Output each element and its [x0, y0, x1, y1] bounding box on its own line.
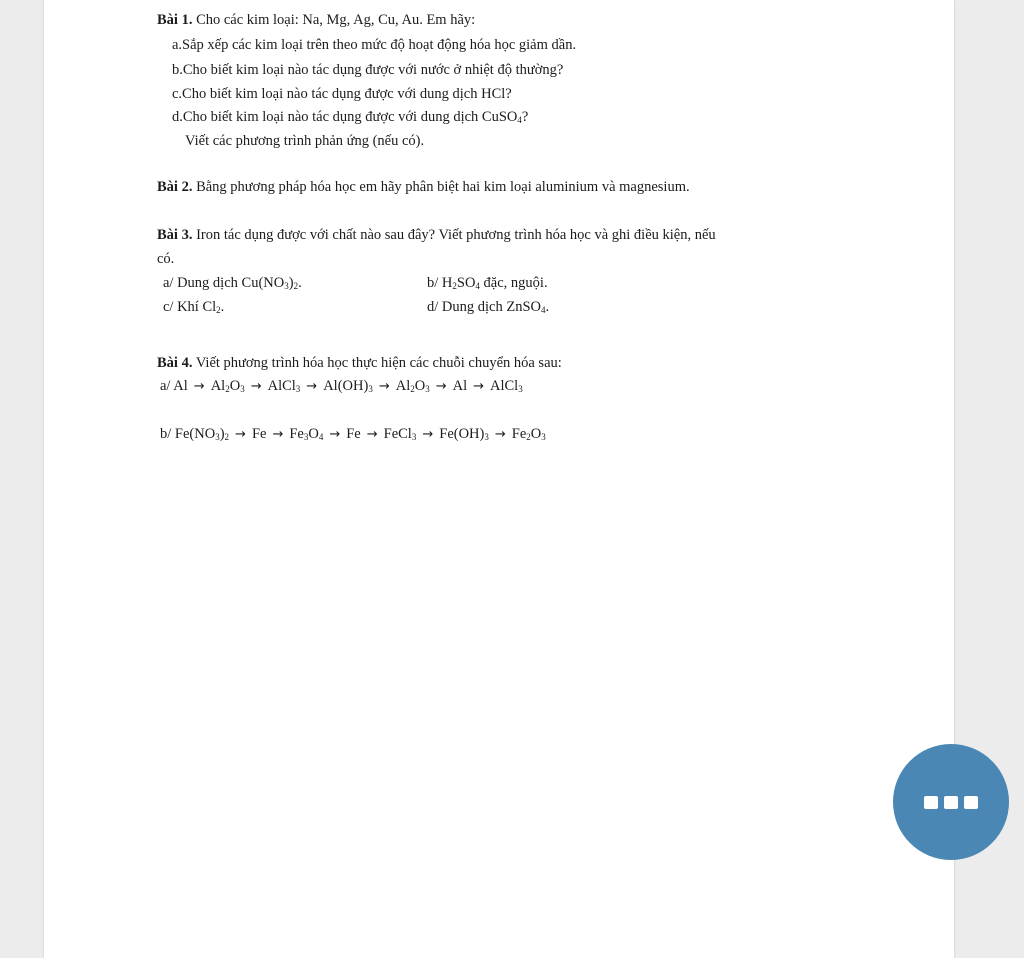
bai3-option-c-sub: 2 — [216, 305, 221, 315]
chemical-formula — [252, 426, 267, 442]
chemical-formula — [384, 426, 417, 442]
bai2-title: Bài 2. — [157, 179, 193, 195]
bai3-option-a-mid: ) — [288, 275, 294, 291]
bai3-title: Bài 3. — [157, 227, 193, 243]
chemical-formula — [512, 426, 546, 442]
bai3-heading — [157, 226, 716, 244]
bai4-chain-a — [160, 377, 523, 396]
bai2-heading — [157, 178, 690, 196]
arrow-icon: → — [422, 427, 434, 442]
bai3-option-a-end: . — [298, 275, 302, 291]
bai2-text: Bằng phương pháp hóa học em hãy phân biệt hai kim loại aluminium và magnesium. — [192, 179, 690, 195]
bai1-item-d-text: d.Cho biết kim loại nào tác dụng được với dung dịch CuSO — [172, 109, 518, 125]
formula-subscript: 3 — [484, 432, 489, 442]
more-dots-icon — [921, 796, 981, 809]
formula-text: Fe — [511, 426, 527, 442]
bai1-intro: Cho các kim loại: Na, Mg, Ag, Cu, Au. Em hãy: — [192, 12, 476, 28]
bai3-text-cont: có. — [157, 251, 175, 267]
formula-text: Fe(NO — [174, 426, 216, 442]
formula-text: AlCl — [267, 378, 296, 394]
chemical-formula — [268, 378, 301, 394]
chemical-formula — [323, 378, 373, 394]
formula-text: Fe — [289, 426, 304, 442]
bai1-item-d-end: ? — [521, 109, 529, 125]
formula-subscript: 3 — [215, 432, 220, 442]
formula-subscript: 4 — [318, 432, 324, 442]
arrow-icon: → — [329, 427, 341, 442]
formula-subscript: 3 — [411, 432, 417, 442]
formula-text: O — [414, 378, 426, 394]
formula-subscript: 2 — [410, 384, 415, 394]
formula-subscript: 2 — [225, 384, 230, 394]
arrow-icon: → — [366, 427, 378, 442]
chemical-formula — [173, 378, 188, 394]
formula-text: ) — [219, 426, 225, 442]
arrow-icon: → — [272, 427, 284, 442]
bai3-option-b — [427, 274, 548, 292]
bai3-option-d — [427, 298, 549, 316]
formula-subscript: 3 — [368, 384, 373, 394]
formula-text: Al — [173, 378, 188, 394]
formula-subscript: 3 — [240, 384, 245, 394]
bai1-title: Bài 1. — [157, 12, 193, 28]
chemical-formula — [490, 378, 523, 394]
bai3-option-b-sub1: 2 — [452, 281, 457, 291]
bai1-item-b: b.Cho biết kim loại nào tác dụng được với nước ở nhiệt độ thường? — [172, 62, 564, 78]
formula-subscript: 3 — [425, 384, 430, 394]
bai4-chain-b-formulas — [175, 426, 546, 442]
formula-subscript: 3 — [295, 384, 301, 394]
formula-text: FeCl — [383, 426, 412, 442]
bai4-heading — [157, 354, 562, 372]
bai1-note: Viết các phương trình phản ứng (nếu có). — [185, 133, 425, 149]
chemical-formula — [453, 378, 468, 394]
chemical-formula — [396, 378, 430, 394]
arrow-icon: → — [473, 379, 485, 394]
bai4-chain-a-label: a/ — [160, 378, 171, 394]
chemical-formula — [211, 378, 245, 394]
bai3-option-c-text: c/ Khí Cl — [163, 299, 217, 315]
formula-subscript: 3 — [518, 384, 523, 394]
formula-text: Al — [210, 378, 226, 394]
formula-text: Al — [395, 378, 411, 394]
formula-text: O — [308, 426, 319, 442]
arrow-icon: → — [494, 427, 506, 442]
bai3-option-c-end: . — [220, 299, 225, 315]
bai3-option-b-sub2: 4 — [475, 281, 480, 291]
bai3-option-a-sub2: 2 — [293, 281, 299, 291]
arrow-icon: → — [250, 379, 262, 394]
chemical-formula — [346, 426, 361, 442]
arrow-icon: → — [193, 379, 205, 394]
bai1-heading — [157, 11, 475, 29]
formula-text: O — [530, 426, 542, 442]
bai1-item-d-sub: 4 — [517, 115, 522, 125]
formula-text: Fe — [251, 426, 267, 442]
formula-subscript: 3 — [303, 432, 309, 442]
arrow-icon: → — [435, 379, 447, 394]
bai4-title: Bài 4. — [157, 355, 193, 371]
formula-text: Fe(OH) — [439, 426, 485, 442]
bai3-option-b-end: đặc, nguội. — [479, 275, 548, 291]
bai3-option-d-end: . — [545, 299, 550, 315]
arrow-icon: → — [235, 427, 246, 442]
bai1-item-a: a.Sắp xếp các kim loại trên theo mức độ hoạt động hóa học giảm dần. — [172, 37, 577, 53]
formula-text: AlCl — [490, 378, 519, 394]
formula-text: Al — [452, 378, 468, 394]
arrow-icon: → — [378, 379, 390, 394]
bai4-text: Viết phương trình hóa học thực hiện các chuỗi chuyển hóa sau: — [192, 355, 562, 371]
bai3-option-a-text: a/ Dung dịch Cu(NO — [163, 275, 285, 291]
formula-subscript: 3 — [541, 432, 546, 442]
bai3-option-b-mid: SO — [456, 275, 476, 291]
bai4-chain-b — [160, 425, 546, 444]
bai3-option-c — [163, 298, 224, 316]
bai3-option-a-sub1: 3 — [284, 281, 289, 291]
bai3-option-b-text: b/ H — [427, 275, 453, 291]
chemical-formula — [175, 426, 229, 442]
formula-text: O — [229, 378, 241, 394]
bai1-item-c: c.Cho biết kim loại nào tác dụng được với dung dịch HCl? — [172, 86, 512, 102]
chemical-formula — [439, 426, 489, 442]
chemical-formula — [289, 426, 323, 442]
bai4-chain-b-label: b/ — [160, 426, 172, 442]
bai3-option-d-text: d/ Dung dịch ZnSO — [427, 299, 541, 315]
formula-text: Fe — [346, 426, 361, 442]
bai3-option-d-sub: 4 — [540, 305, 546, 315]
bai3-text: Iron tác dụng được với chất nào sau đây? Viết phương trình hóa học và ghi điều kiện, nếu — [192, 227, 716, 243]
bai3-option-a — [163, 274, 302, 292]
formula-text: Al(OH) — [323, 378, 369, 394]
arrow-icon: → — [306, 379, 318, 394]
formula-subscript: 2 — [526, 432, 531, 442]
more-options-button[interactable] — [893, 744, 1009, 860]
bai4-chain-a-formulas — [173, 378, 522, 394]
document-page — [44, 0, 954, 958]
bai1-item-d — [172, 108, 528, 126]
formula-subscript: 2 — [224, 432, 230, 442]
